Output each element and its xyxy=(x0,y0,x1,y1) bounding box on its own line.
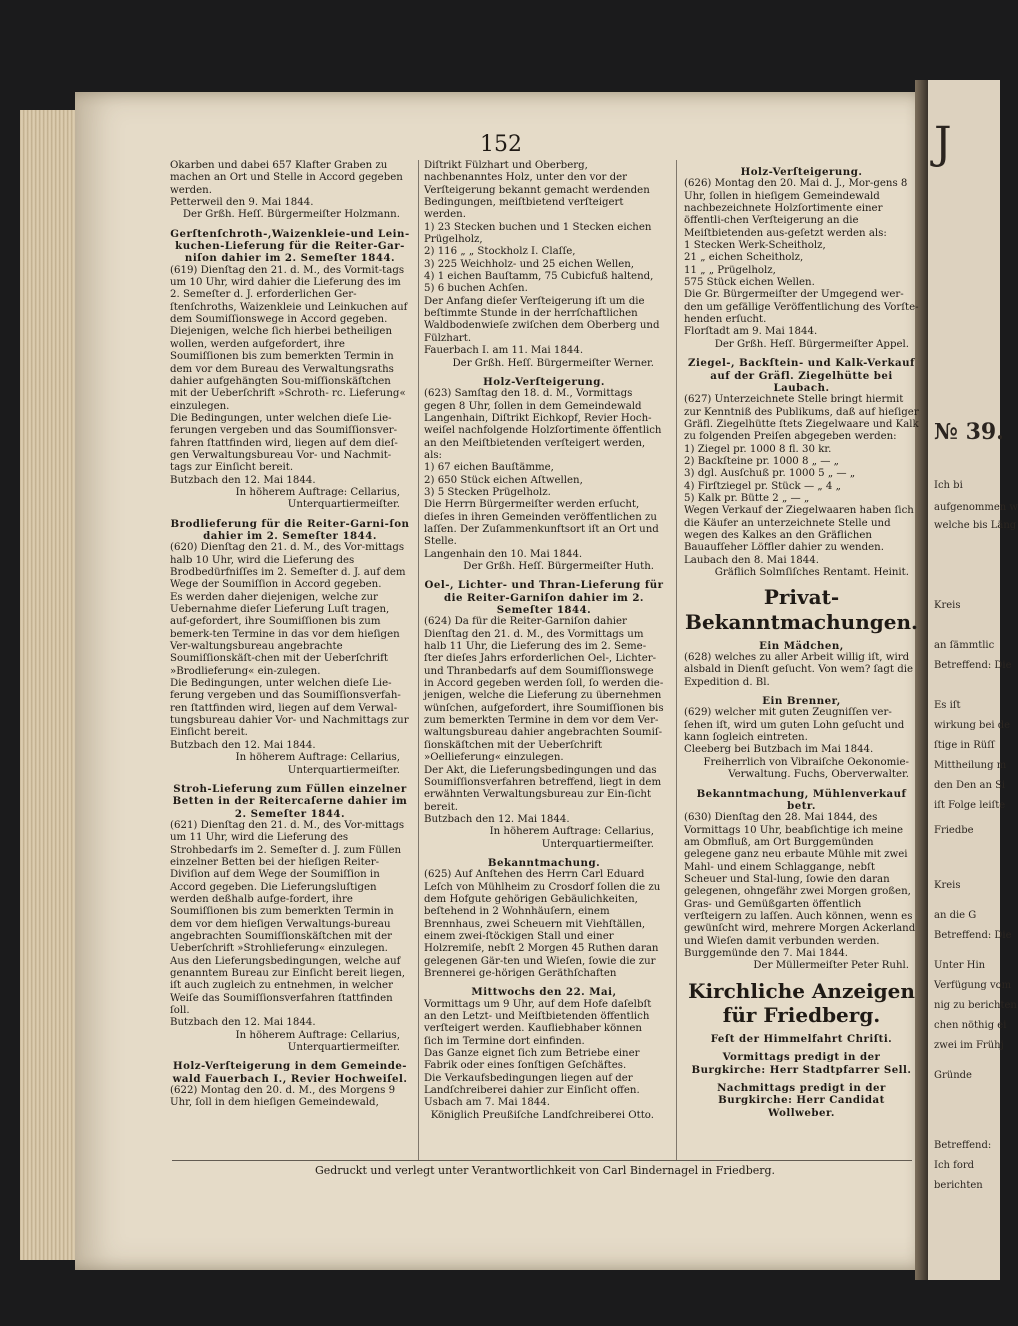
notice-paragraph: Burggemünde den 7. Mai 1844. xyxy=(684,947,849,959)
facing-page-fragment: berichten xyxy=(934,1180,983,1191)
notice-paragraph: Laubach den 8. Mai 1844. xyxy=(684,554,819,566)
facing-page-fragment: Betreffend: xyxy=(934,1140,992,1151)
notice-paragraph: Der Müllermeiſter Peter Ruhl. xyxy=(753,960,909,972)
facing-page-fragment: № 39. xyxy=(934,419,1004,445)
notice-paragraph: 1) 23 Stecken buchen und 1 Stecken eichen Prügelholz, 2) 116 „ „ Stockholz I. Claſſe, 3) 225 Weichholz- und 25 eichen Wellen, 4) 1 eichen Bauſtamm, 75 Cubicfuß haltend, 5) 6 buchen Achſen. xyxy=(424,221,654,295)
facing-page-fragment: aufgenommen w xyxy=(934,502,1018,513)
notice-paragraph: Der Grßh. Heſſ. Bürgermeiſter Holzmann. xyxy=(182,209,400,221)
notice-paragraph: Gerſtenſchroth-,Waizenkleie-und Lein-kuchen-Lieferung für die Reiter-Gar-niſon dahier im 2. Semeſter 1844. xyxy=(170,227,410,265)
facing-page-fragment: chen nöthig ei xyxy=(934,1020,1007,1031)
facing-page-fragment: Kreis xyxy=(934,600,961,611)
notice-paragraph: 1) 67 eichen Bauſtämme, 2) 650 Stück eichen Aſtwellen, 3) 5 Stecken Prügelholz. xyxy=(424,462,583,498)
notice-paragraph: Holz-Verſteigerung. xyxy=(483,375,605,388)
page-number: 152 xyxy=(480,132,522,157)
facing-page-fragment: Betreffend: Die xyxy=(934,660,1012,671)
notice-paragraph: Bekanntmachung. xyxy=(487,856,601,869)
facing-page-fragment: Es iſt xyxy=(934,700,961,711)
notice-paragraph: Der Grßh. Heſſ. Bürgermeiſter Werner. xyxy=(452,357,654,369)
column-divider xyxy=(676,160,677,1160)
column-divider xyxy=(418,160,419,1160)
notice-paragraph: Brodlieferung für die Reiter-Garni-ſon dahier im 2. Semeſter 1844. xyxy=(170,517,410,542)
notice-paragraph: Bekanntmachung, Mühlenverkauf betr. xyxy=(696,787,907,812)
notice-paragraph: Vormittags predigt in der Burgkirche: Herr Stadtpfarrer Sell. xyxy=(691,1051,912,1076)
notice-paragraph: Der Grßh. Heſſ. Bürgermeiſter Appel. xyxy=(714,338,909,350)
notice-paragraph: Petterweil den 9. Mai 1844. xyxy=(170,197,314,209)
notice-paragraph: Cleeberg bei Butzbach im Mai 1844. xyxy=(684,744,874,756)
notice-paragraph: Holz-Verſteigerung in dem Gemeinde-wald Fauerbach I., Revier Hochweiſel. xyxy=(172,1060,408,1085)
notice-paragraph: Vormittags um 9 Uhr, auf dem Hofe daſelbſt an den Letzt- und Meiſtbietenden öffentlich verſteigert werden. Kaufliebhaber können ſich im Termine dort einfinden. xyxy=(424,998,652,1047)
notice-paragraph: (623) Samſtag den 18. d. M., Vormittags gegen 8 Uhr, ſollen in dem Gemeindewald Langenhain, Diſtrikt Eichkopf, Revier Hoch-weiſel nachfolgende Holzſortimente öffentlich an den Meiſtbietenden verſteigert werden, als: xyxy=(424,388,662,461)
footer-rule xyxy=(172,1160,912,1161)
notice-paragraph: (619) Dienſtag den 21. d. M., des Vormit-tags um 10 Uhr, wird dahier die Lieferung des im 2. Semeſter d. J. erforderlichen Ger-ſtenſchroths, Waizenkleie und Leinkuchen auf dem Soumiſſionswege in Accord gegeben. Diejenigen, welche ſich hierbei betheiligen wollen, werden aufgefordert, ihre Soumiſſionen bis zum bemerkten Termin in dem vor dem Bureau des Verwaltungsraths dahier aufgehängten Sou-miſſionskäſtchen mit der Ueberſchrift »Schroth- rc. Lieferung« einzulegen. xyxy=(170,264,408,412)
facing-page-fragment: Mittheilung m xyxy=(934,760,1007,771)
facing-page-fragment: welche bis Läng xyxy=(934,520,1017,531)
facing-page xyxy=(928,80,1018,1280)
facing-page-fragment: an ſämmtlic xyxy=(934,640,995,651)
notice-paragraph: Es werden daher diejenigen, welche zur Uebernahme dieſer Lieferung Luſt tragen, auf-gefordert, ihre Soumiſſionen bis zum bemerk-ten Termine in das vor dem hieſigen Ver-waltungsbureau angebrachte Soumiſſionskäſt-chen mit der Ueberſchrift »Brodlieferung« ein-zulegen. xyxy=(170,591,400,677)
notice-paragraph: Der Akt, die Lieferungsbedingungen und das Soumiſſionsverfahren betreffend, liegt in dem erwähnten Verwaltungsbureau zur Ein-ſicht bereit. xyxy=(424,764,662,813)
facing-page-fragment: Ich ford xyxy=(934,1160,975,1171)
notice-paragraph: Ein Brenner, xyxy=(762,695,841,708)
notice-paragraph: Stroh-Lieferung zum Füllen einzelner Betten in der Reitercaſerne dahier im 2. Semeſter 1844. xyxy=(172,782,408,820)
notice-paragraph: (624) Da für die Reiter-Garniſon dahier Dienſtag den 21. d. M., des Vormittags um halb 11 Uhr, die Lieferung des im 2. Seme-ſter dieſes Jahrs erforderlichen Oel-, Lichter- und Thranbedarfs auf dem Soumiſſionswege in Accord gegeben werden ſoll, ſo werden die-jenigen, welche die Lieferung zu übernehmen wünſchen, aufgefordert, ihre Soumiſſionen bis zum bemerkten Termine in dem vor dem Ver-waltungsbureau dahier angebrachten Soumiſ-ſionskäſtchen mit der Ueberſchrift »Oellieferung« einzulegen. xyxy=(424,616,664,764)
facing-page-fragment: J xyxy=(934,118,952,169)
column-middle xyxy=(424,160,664,1122)
facing-page-fragment: Kreis xyxy=(934,880,961,891)
facing-page-fragment: zwei im Frühj xyxy=(934,1040,1004,1051)
notice-paragraph: Ziegel-, Backſtein- und Kalk-Verkauf auf der Gräfl. Ziegelhütte bei Laubach. xyxy=(688,357,915,394)
notice-paragraph: Privat-Bekanntmachungen. xyxy=(685,585,918,634)
notice-paragraph: (627) Unterzeichnete Stelle bringt hiermit zur Kenntniß des Publikums, daß auf hieſiger Gräfl. Ziegelhütte ſtets Ziegelwaare und Kalk zu folgenden Preiſen abgegeben werden: xyxy=(684,394,919,443)
notice-paragraph: Die Herrn Bürgermeiſter werden erſucht, dieſes in ihren Gemeinden veröffentlichen zu laſſen. Der Zuſammenkunftsort iſt an Ort und Stelle. xyxy=(424,499,659,548)
notice-paragraph: (629) welcher mit guten Zeugniſſen ver-ſehen iſt, wird um guten Lohn geſucht und kann ſogleich eintreten. xyxy=(684,707,905,744)
notice-paragraph: Königlich Preußiſche Landſchreiberei Otto. xyxy=(430,1109,654,1121)
notice-paragraph: Die Gr. Bürgermeiſter der Umgegend wer-den um gefällige Veröffentlichung des Vorſte-henden erſucht. xyxy=(684,289,919,326)
notice-paragraph: Wegen Verkauf der Ziegelwaaren haben ſich die Käufer an unterzeichnete Stelle und wegen des Kalkes an den Gräflichen Bauaufſeher Löffler dahier zu wenden. xyxy=(684,505,914,554)
notice-paragraph: Das Ganze eignet ſich zum Betriebe einer Fabrik oder eines ſonſtigen Geſchäftes. xyxy=(424,1048,640,1072)
facing-page-fragment: Gründe xyxy=(934,1070,972,1081)
notice-paragraph: Diſtrikt Fülzhart und Oberberg, nachbenanntes Holz, unter den vor der Verſteigerung bekannt gemacht werdenden Bedingungen, meiſtbietend verſteigert werden. xyxy=(424,160,650,221)
notice-paragraph: Holz-Verſteigerung. xyxy=(740,166,863,178)
notice-paragraph: (630) Dienſtag den 28. Mai 1844, des Vormittags 10 Uhr, beabſichtige ich meine am Obmfluß, am Ort Burggemünden gelegene ganz neu erbaute Mühle mit zwei Mahl- und einem Schlaggange, nebſt Scheuer und Stal-lung, ſowie den daran gelegenen, ohngefähr zwei Morgen großen, Gras- und Gemüßgarten öffentlich verſteigern zu laſſen. Auch können, wenn es gewünſcht wird, mehrere Morgen Ackerland und Wieſen damit verbunden werden. xyxy=(684,812,916,947)
notice-paragraph: Butzbach den 12. Mai 1844. xyxy=(170,1017,316,1029)
notice-paragraph: (621) Dienſtag den 21. d. M., des Vor-mittags um 11 Uhr, wird die Lieferung des Strohbedarfs im 2. Semeſter d. J. zum Füllen einzelner Betten bei der hieſigen Reiter-Diviſion auf dem Wege der Soumiſſion in Accord gegeben. Die Lieferungsluſtigen werden deßhalb aufge-fordert, ihre Soumiſſionen bis zum bemerkten Termin in dem vor dem hieſigen Verwaltungs-bureau angebrachten Soumiſſionskäſtchen mit der Ueberſchrift »Strohlieferung« einzulegen. Aus den Lieferungsbedingungen, welche auf genanntem Bureau zur Einſicht bereit liegen, iſt auch zugleich zu entnehmen, in welcher Weiſe das Soumiſſionsverfahren ſtattfinden ſoll. xyxy=(170,819,406,1017)
notice-paragraph: Oel-, Lichter- und Thran-Lieferung für die Reiter-Garniſon dahier im 2. Semeſter 1844. xyxy=(424,579,664,617)
notice-paragraph: 1 Stecken Werk-Scheitholz, 21 „ eichen Scheitholz, 11 „ „ Prügelholz, 575 Stück eichen Wellen. xyxy=(684,240,826,289)
column-right xyxy=(684,160,919,1119)
notice-paragraph: Freiherrlich von Vibraiſche Oekonomie-Verwaltung. Fuchs, Oberverwalter. xyxy=(703,756,909,781)
notice-paragraph: Kirchliche Anzeigen für Friedberg. xyxy=(688,978,915,1027)
facing-page-fragment: an die G xyxy=(934,910,977,921)
notice-paragraph: Die Verkaufsbedingungen liegen auf der Landſchreiberei dahier zur Einſicht offen. xyxy=(424,1072,640,1097)
notice-paragraph: Der Anfang dieſer Verſteigerung iſt um die beſtimmte Stunde in der herrſchaftlichen Waldbodenwieſe zwiſchen dem Oberberg und Fülzhart. xyxy=(424,295,660,344)
facing-page-fragment: Verfügung vom xyxy=(934,980,1012,991)
notice-paragraph: Butzbach den 12. Mai 1844. xyxy=(424,813,570,825)
printer-imprint: Gedruckt und verlegt unter Verantwortlichkeit von Carl Bindernagel in Friedberg. xyxy=(314,1164,776,1177)
notice-paragraph: Usbach am 7. Mai 1844. xyxy=(424,1097,551,1109)
notice-paragraph: Fauerbach I. am 11. Mai 1844. xyxy=(424,345,584,357)
notice-paragraph: Florſtadt am 9. Mai 1844. xyxy=(684,326,818,338)
notice-paragraph: 1) Ziegel pr. 1000 8 fl. 30 kr. 2) Backſteine pr. 1000 8 „ — „ 3) dgl. Ausſchuß pr. 1000 5 „ — „ 4) Firſtziegel pr. Stück — „ 4 „ 5) Kalk pr. Bütte 2 „ — „ xyxy=(684,443,856,504)
notice-paragraph: Langenhain den 10. Mai 1844. xyxy=(424,548,583,560)
facing-page-fragment: wirkung bei de xyxy=(934,720,1011,731)
notice-paragraph: (625) Auf Anſtehen des Herrn Carl Eduard Leſch von Mühlheim zu Crosdorf ſollen die zu dem Hofgute gehörigen Gebäulichkeiten, beſtehend in 2 Wohnhäuſern, einem Brennhaus, zwei Scheuern mit Viehſtällen, einem zwei-ſtöckigen Stall und einer Holzremiſe, nebſt 2 Morgen 45 Ruthen daran gelegenen Gär-ten und Wieſen, ſowie die zur Brennerei ge-hörigen Geräthſchaften xyxy=(424,869,661,979)
facing-page-fragment: Betreffend: Die xyxy=(934,930,1012,941)
facing-page-fragment: den Den an Si xyxy=(934,780,1006,791)
notice-paragraph: Ein Mädchen, xyxy=(759,639,844,652)
facing-page-fragment: iſt Folge leiſte xyxy=(934,800,1006,811)
notice-paragraph: (620) Dienſtag den 21. d. M., des Vor-mittags halb 10 Uhr, wird die Lieferung des Brodbedürfniſſes im 2. Semeſter d. J. auf dem Wege der Soumiſſion in Accord gegeben. xyxy=(170,542,406,591)
notice-paragraph: In höherem Auftrage: Cellarius, Unterquartiermeiſter. xyxy=(489,826,654,850)
notice-paragraph: Nachmittags predigt in der Burgkirche: Herr Candidat Wollweber. xyxy=(717,1082,886,1119)
facing-page-fragment: Ich bi xyxy=(934,480,963,491)
notice-paragraph: In höherem Auftrage: Cellarius, Unterquartiermeiſter. xyxy=(235,486,400,511)
notice-paragraph: In höherem Auftrage: Cellarius, Unterquartiermeiſter. xyxy=(235,752,400,776)
notice-paragraph: Gräflich Solmſiſches Rentamt. Heinit. xyxy=(714,567,909,578)
notice-paragraph: In höherem Auftrage: Cellarius, Unterquartiermeiſter. xyxy=(235,1029,400,1054)
notice-paragraph: Feſt der Himmelfahrt Chriſti. xyxy=(710,1033,893,1046)
notice-paragraph: Butzbach den 12. Mai 1844. xyxy=(170,474,316,486)
notice-paragraph: Die Bedingungen, unter welchen dieſe Lie-ferungen vergeben und das Soumiſſionsver-fahren ſtattfinden wird, liegen auf dem dieſ-gen Verwaltungsbureau Vor- und Nachmit-tags zur Einſicht bereit. xyxy=(170,412,398,474)
column-left xyxy=(170,160,410,1110)
notice-paragraph: Die Bedingungen, unter welchen dieſe Lie-ferung vergeben und das Soumiſſionsverfah-ren ſtattfinden wird, liegen auf dem Verwal-tungsbureau dahier Vor- und Nachmittags zur Einſicht bereit. xyxy=(170,678,409,739)
notice-paragraph: (622) Montag den 20. d. M., des Morgens 9 Uhr, ſoll in dem hieſigen Gemeindewald, xyxy=(170,1085,396,1109)
notice-paragraph: (628) welches zu aller Arbeit willig iſt, wird alsbald in Dienſt geſucht. Von wem? ſagt die Expedition d. Bl. xyxy=(684,652,914,688)
notice-paragraph: Butzbach den 12. Mai 1844. xyxy=(170,739,316,751)
facing-page-fragment: Unter Hin xyxy=(934,960,986,971)
facing-page-fragment: ſtige in Rüſſ xyxy=(934,740,995,751)
notice-paragraph: Der Grßh. Heſſ. Bürgermeiſter Huth. xyxy=(463,561,654,572)
facing-page-fragment: nig zu berichten xyxy=(934,1000,1017,1011)
facing-page-fragment: Friedbe xyxy=(934,825,974,836)
notice-paragraph: (626) Montag den 20. Mai d. J., Mor-gens 8 Uhr, ſollen in hieſigem Gemeindewald nachbezeichnete Holzſortimente einer öffentli-chen Verſteigerung an die Meiſtbietenden aus-geſetzt werden als: xyxy=(684,178,908,239)
notice-paragraph: Okarben und dabei 657 Klafter Graben zu machen an Ort und Stelle in Accord gegeben werden. xyxy=(170,160,403,196)
notice-paragraph: Mittwochs den 22. Mai, xyxy=(471,986,617,999)
